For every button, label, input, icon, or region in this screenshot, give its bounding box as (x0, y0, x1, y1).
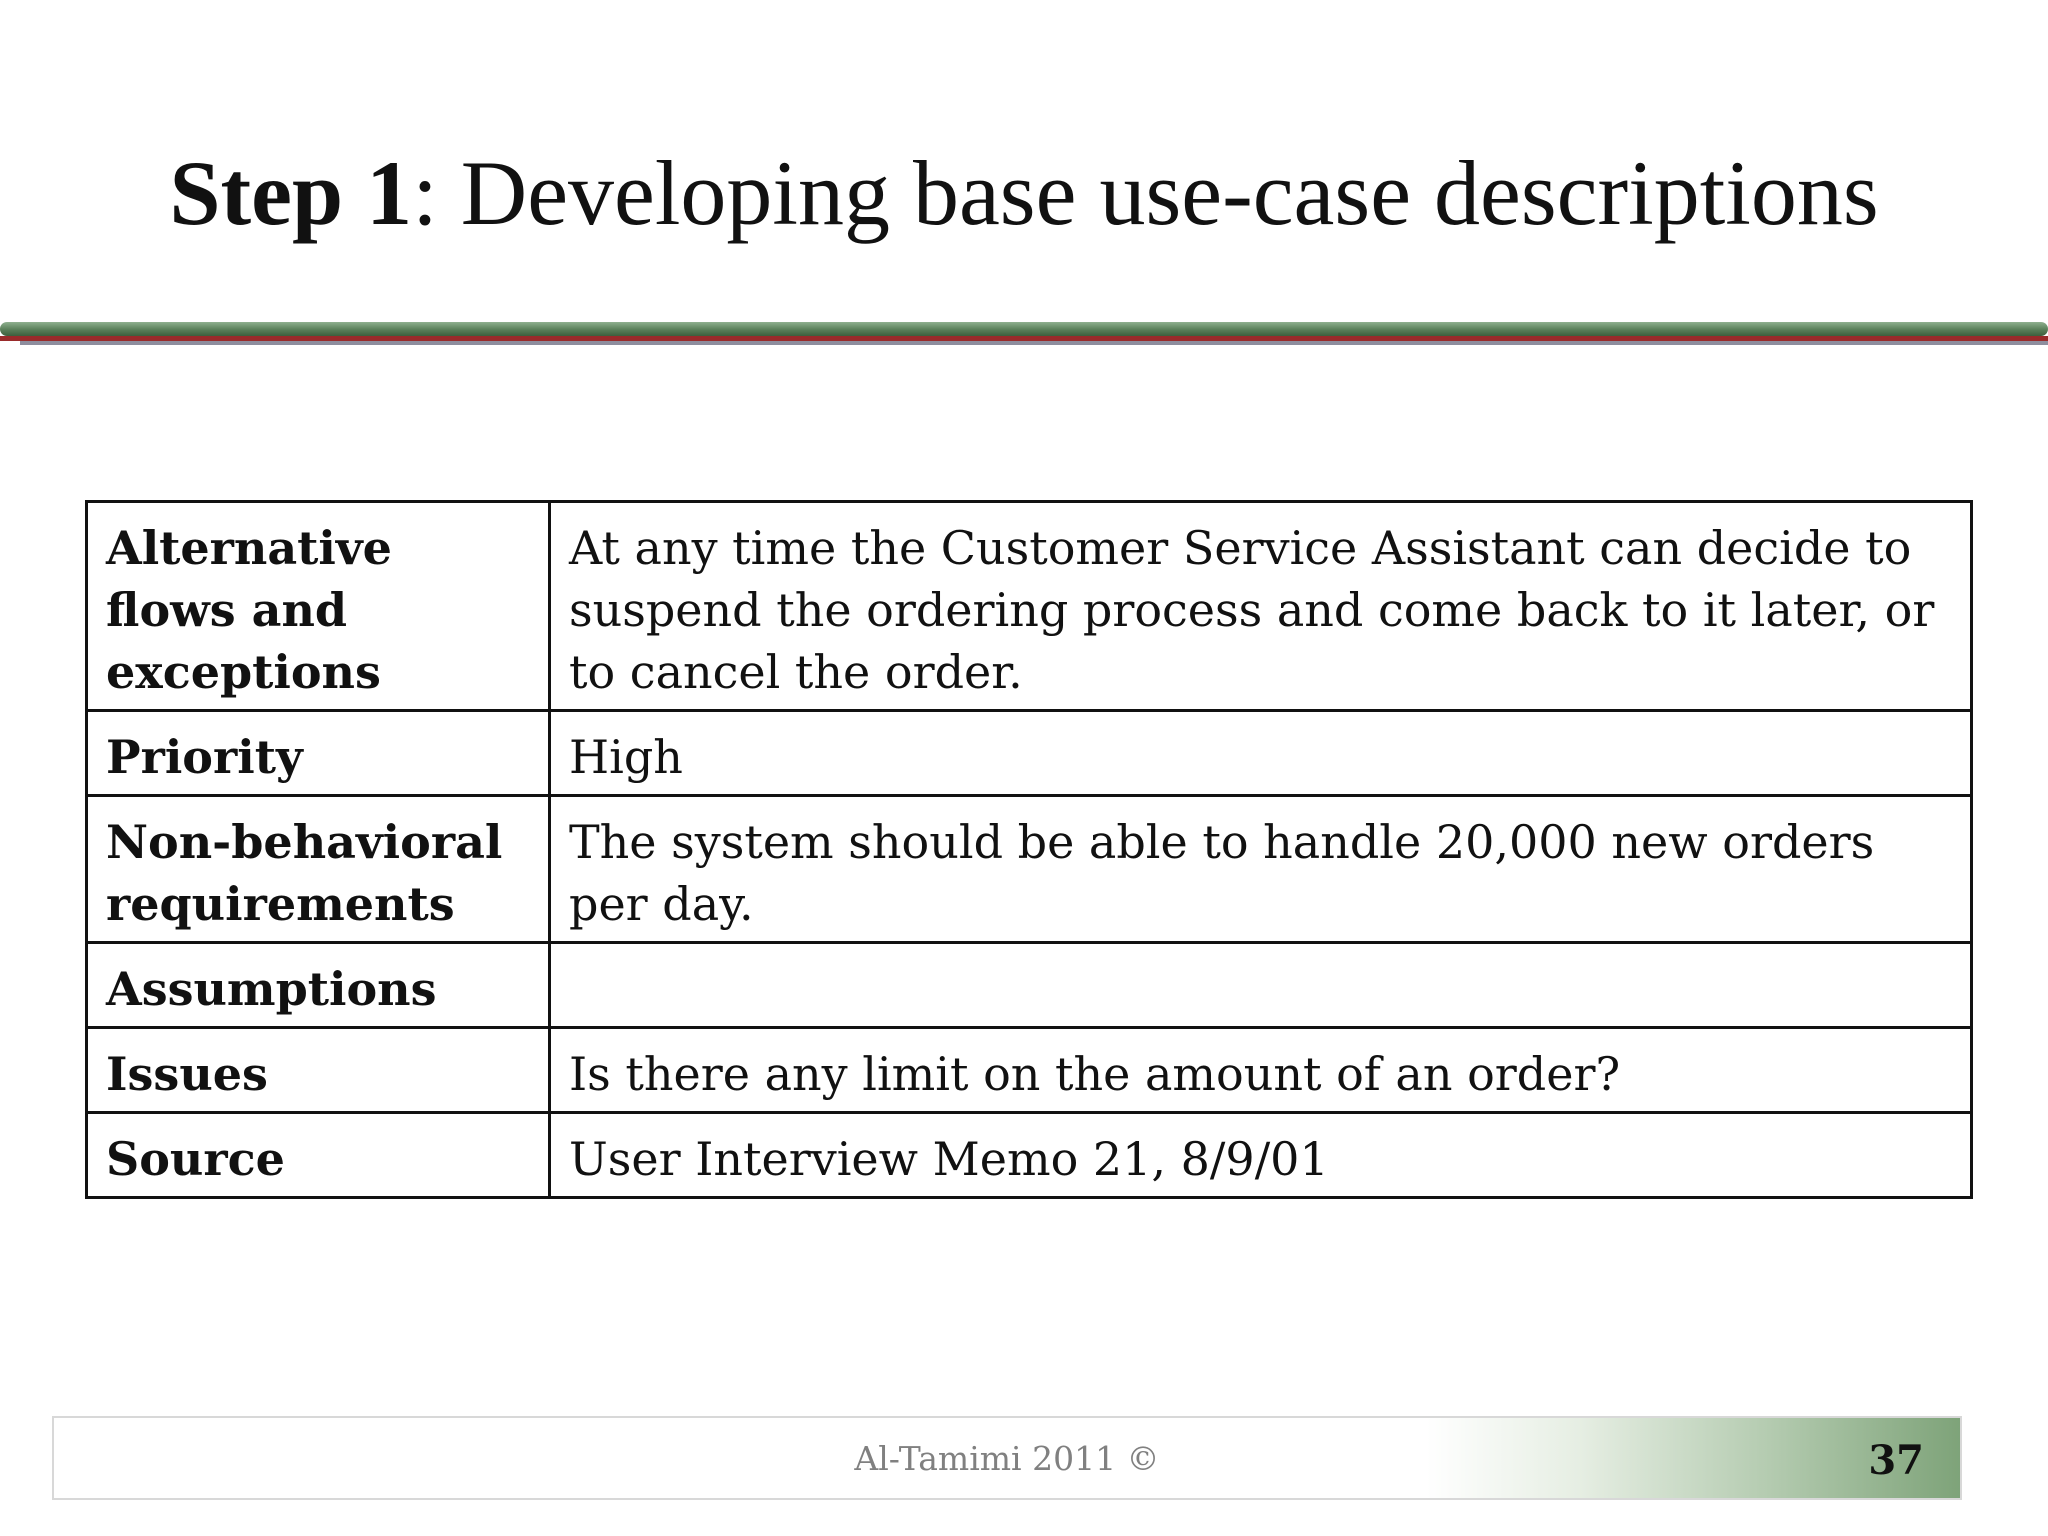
row-value (550, 943, 1972, 1028)
slide-title (0, 138, 2048, 248)
slide-title-text: : Developing base use-case descriptions (412, 142, 1879, 244)
table-row (87, 502, 1972, 711)
table-row (87, 943, 1972, 1028)
divider-grey-line (20, 341, 2048, 345)
slide-title-step: Step 1 (169, 142, 413, 244)
page-number: 37 (1868, 1437, 1924, 1484)
row-label: Source (87, 1113, 550, 1198)
table-row (87, 796, 1972, 943)
row-label: Non-behavioral requirements (87, 796, 550, 943)
use-case-table (85, 500, 1973, 1199)
divider-green-bar (0, 322, 2048, 336)
row-value: High (550, 711, 1972, 796)
title-divider (0, 322, 2048, 348)
row-label: Issues (87, 1028, 550, 1113)
row-value: User Interview Memo 21, 8/9/01 (550, 1113, 1972, 1198)
table-row (87, 1028, 1972, 1113)
table-row (87, 1113, 1972, 1198)
row-value: At any time the Customer Service Assistant can decide to suspend the ordering process and come back to it later, or to cancel the order. (550, 502, 1972, 711)
row-label: Assumptions (87, 943, 550, 1028)
table-row (87, 711, 1972, 796)
slide-footer (52, 1416, 1962, 1500)
row-value: Is there any limit on the amount of an order? (550, 1028, 1972, 1113)
row-label: Alternative flows and exceptions (87, 502, 550, 711)
row-value: The system should be able to handle 20,000 new orders per day. (550, 796, 1972, 943)
row-label: Priority (87, 711, 550, 796)
footer-credit: Al-Tamimi 2011 © (854, 1439, 1160, 1478)
